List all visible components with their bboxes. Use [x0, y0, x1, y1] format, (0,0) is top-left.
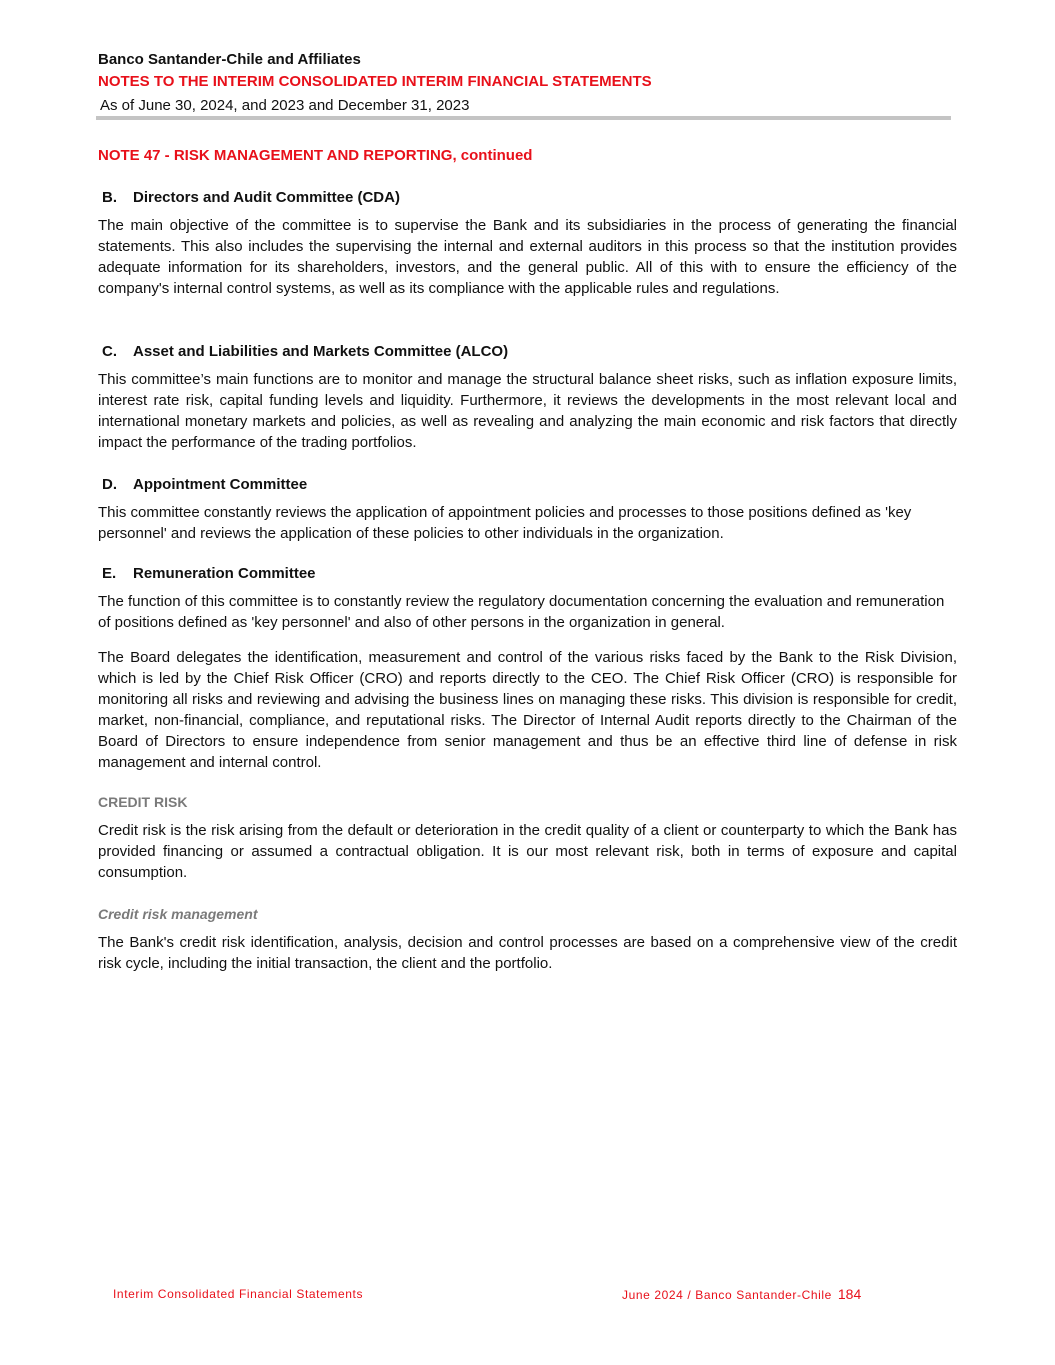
credit-risk-management-heading: Credit risk management	[98, 906, 258, 922]
page-content	[98, 146, 957, 974]
page-header	[98, 50, 952, 118]
credit-risk-management-paragraph: The Bank's credit risk identification, analysis, decision and control processes are based on a comprehensive view of the credit risk cycle, including the initial transaction, the client and the portfolio.	[98, 934, 957, 972]
section-letter: C.	[102, 343, 117, 360]
board-paragraph: The Board delegates the identification, measurement and control of the various risks faced by the Bank to the Risk Division, which is led by the Chief Risk Officer (CRO) and reports directly to the CEO. The Chief Risk Officer (CRO) is responsible for monitoring all risks and reviewing and advising the business lines on managing these risks. This division is responsible for credit, market, non-financial, compliance, and reputational risks. The Director of Internal Audit reports directly to the Chairman of the Board of Directors to ensure independence from senior management and thus be an effective third line of defense in risk management and internal control.	[98, 649, 957, 771]
footer-left: Interim Consolidated Financial Statements	[113, 1287, 364, 1301]
notes-title: NOTES TO THE INTERIM CONSOLIDATED INTERIM FINANCIAL STATEMENTS	[98, 73, 652, 90]
date-line: As of June 30, 2024, and 2023 and December 31, 2023	[100, 97, 470, 114]
section-title: Directors and Audit Committee (CDA)	[133, 189, 400, 206]
header-divider	[96, 116, 951, 120]
page-number: 184	[837, 1286, 862, 1302]
footer-right	[622, 1286, 861, 1302]
footer-right-text: June 2024 / Banco Santander-Chile	[622, 1288, 832, 1302]
section-title: Asset and Liabilities and Markets Committee (ALCO)	[133, 343, 509, 360]
company-name: Banco Santander-Chile and Affiliates	[98, 51, 361, 68]
section-b-paragraph: The main objective of the committee is to supervise the Bank and its subsidiaries in the process of generating the financial statements. This also includes the supervising the internal and external auditors in this process so that the institution provides adequate information for its shareholders, investors, and the general public. All of this with to ensure the efficiency of the company's internal control systems, as well as its compliance with the applicable rules and regulations.	[98, 217, 957, 297]
section-e-heading	[98, 563, 957, 584]
section-d-paragraph: This committee constantly reviews the application of appointment policies and processes to those positions defined as 'key personnel' and reviews the application of these policies to other individuals in the organization.	[98, 504, 912, 542]
section-letter: B.	[102, 189, 117, 206]
credit-risk-heading: CREDIT RISK	[98, 794, 188, 810]
credit-risk-paragraph: Credit risk is the risk arising from the default or deterioration in the credit quality of a client or counterparty to which the Bank has provided financing or assumed a contractual obligation. It is our most relevant risk, both in terms of exposure and capital consumption.	[98, 822, 957, 881]
note-title: NOTE 47 - RISK MANAGEMENT AND REPORTING, continued	[98, 147, 533, 164]
section-title: Remuneration Committee	[133, 565, 316, 582]
section-letter: D.	[102, 476, 117, 493]
section-e-paragraph: The function of this committee is to constantly review the regulatory documentation concerning the evaluation and remuneration of positions defined as 'key personnel' and also of other persons in the organization in general.	[98, 593, 945, 631]
section-c-paragraph: This committee’s main functions are to monitor and manage the structural balance sheet risks, such as inflation exposure limits, interest rate risk, capital funding levels and liquidity. Furthermore, it reviews the developments in the most relevant local and international monetary markets and policies, as well as revealing and analyzing the main economic and risk factors that directly impact the performance of the trading portfolios.	[98, 371, 957, 451]
section-b-heading	[98, 187, 957, 208]
section-title: Appointment Committee	[133, 476, 308, 493]
section-c-heading	[98, 341, 957, 362]
section-letter: E.	[102, 565, 117, 582]
section-d-heading	[98, 474, 957, 495]
